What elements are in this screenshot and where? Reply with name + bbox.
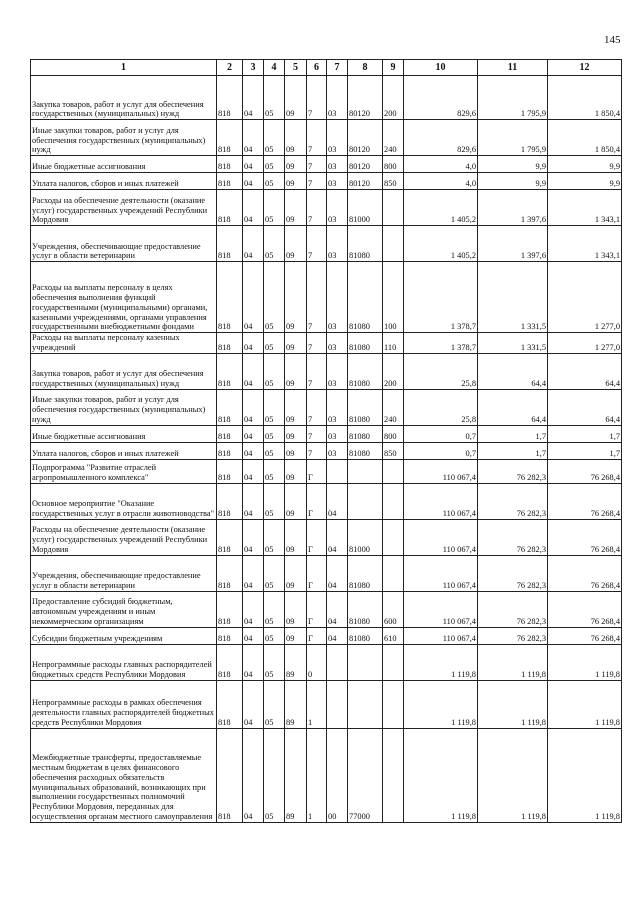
cell-subprogram: Г	[307, 483, 327, 519]
table-row	[31, 389, 622, 425]
column-header: 9	[383, 60, 404, 76]
cell-grbs: 818	[217, 728, 243, 822]
cell-amount-year3: 1 119,8	[548, 728, 622, 822]
cell-amount-year2: 76 282,3	[478, 627, 548, 644]
cell-direction	[348, 459, 383, 483]
cell-amount-year1: 1 119,8	[404, 644, 478, 680]
cell-direction: 81080	[348, 333, 383, 354]
cell-program: 89	[285, 680, 307, 728]
cell-amount-year1: 1 378,7	[404, 262, 478, 333]
cell-activity: 04	[327, 519, 348, 555]
cell-activity	[327, 459, 348, 483]
cell-activity: 03	[327, 156, 348, 173]
cell-expense-name: Иные закупки товаров, работ и услуг для обеспечения государственных (муниципальных) нужд	[31, 389, 217, 425]
cell-direction: 81080	[348, 262, 383, 333]
column-header: 1	[31, 60, 217, 76]
cell-program: 09	[285, 333, 307, 354]
cell-section: 04	[243, 156, 264, 173]
cell-amount-year1: 110 067,4	[404, 555, 478, 591]
cell-grbs: 818	[217, 627, 243, 644]
cell-subprogram: Г	[307, 591, 327, 627]
cell-expense-type: 800	[383, 156, 404, 173]
cell-program: 09	[285, 425, 307, 442]
column-header: 4	[264, 60, 285, 76]
cell-expense-type: 600	[383, 591, 404, 627]
cell-subprogram: 7	[307, 156, 327, 173]
cell-expense-type	[383, 226, 404, 262]
cell-direction: 77000	[348, 728, 383, 822]
cell-grbs: 818	[217, 389, 243, 425]
table-row	[31, 120, 622, 156]
cell-expense-type	[383, 728, 404, 822]
cell-grbs: 818	[217, 425, 243, 442]
cell-section: 04	[243, 190, 264, 226]
cell-expense-name: Закупка товаров, работ и услуг для обеспечения государственных (муниципальных) нужд	[31, 353, 217, 389]
cell-subprogram: 7	[307, 173, 327, 190]
cell-amount-year1: 25,8	[404, 353, 478, 389]
table-row	[31, 519, 622, 555]
table-row	[31, 76, 622, 120]
cell-program: 09	[285, 627, 307, 644]
cell-direction: 81000	[348, 190, 383, 226]
table-header-row	[31, 60, 622, 76]
table-body	[31, 76, 622, 823]
cell-activity: 03	[327, 76, 348, 120]
cell-expense-name: Непрограммные расходы в рамках обеспечения деятельности главных распорядителей бюджетных средств Республики Мордовия	[31, 680, 217, 728]
cell-program: 09	[285, 442, 307, 459]
cell-direction: 81080	[348, 425, 383, 442]
cell-section: 04	[243, 644, 264, 680]
cell-expense-name: Подпрограмма "Развитие отраслей агропромышленного комплекса"	[31, 459, 217, 483]
cell-subsection: 05	[264, 459, 285, 483]
cell-activity: 03	[327, 173, 348, 190]
cell-section: 04	[243, 353, 264, 389]
cell-amount-year1: 110 067,4	[404, 519, 478, 555]
cell-expense-name: Непрограммные расходы главных распорядителей бюджетных средств Республики Мордовия	[31, 644, 217, 680]
cell-subsection: 05	[264, 442, 285, 459]
cell-amount-year2: 76 282,3	[478, 459, 548, 483]
cell-direction: 81080	[348, 389, 383, 425]
cell-direction	[348, 483, 383, 519]
cell-expense-name: Закупка товаров, работ и услуг для обеспечения государственных (муниципальных) нужд	[31, 76, 217, 120]
cell-amount-year2: 64,4	[478, 353, 548, 389]
cell-subsection: 05	[264, 728, 285, 822]
cell-activity: 03	[327, 425, 348, 442]
column-header: 10	[404, 60, 478, 76]
cell-activity: 00	[327, 728, 348, 822]
cell-subsection: 05	[264, 389, 285, 425]
cell-program: 09	[285, 353, 307, 389]
cell-amount-year3: 76 268,4	[548, 483, 622, 519]
cell-expense-name: Уплата налогов, сборов и иных платежей	[31, 442, 217, 459]
cell-program: 09	[285, 483, 307, 519]
cell-expense-type	[383, 459, 404, 483]
cell-activity	[327, 644, 348, 680]
cell-grbs: 818	[217, 644, 243, 680]
cell-amount-year2: 1 795,9	[478, 120, 548, 156]
cell-amount-year3: 76 268,4	[548, 555, 622, 591]
table-row	[31, 173, 622, 190]
cell-expense-type: 850	[383, 173, 404, 190]
cell-grbs: 818	[217, 442, 243, 459]
cell-amount-year1: 4,0	[404, 156, 478, 173]
cell-direction: 80120	[348, 156, 383, 173]
cell-subsection: 05	[264, 591, 285, 627]
cell-direction: 81080	[348, 442, 383, 459]
cell-program: 09	[285, 555, 307, 591]
cell-section: 04	[243, 262, 264, 333]
table-row	[31, 156, 622, 173]
cell-amount-year3: 76 268,4	[548, 627, 622, 644]
cell-amount-year2: 1 331,5	[478, 333, 548, 354]
column-header: 8	[348, 60, 383, 76]
cell-expense-name: Уплата налогов, сборов и иных платежей	[31, 173, 217, 190]
cell-activity: 03	[327, 333, 348, 354]
cell-subprogram: 7	[307, 262, 327, 333]
cell-section: 04	[243, 226, 264, 262]
cell-expense-name: Иные бюджетные ассигнования	[31, 425, 217, 442]
cell-subsection: 05	[264, 190, 285, 226]
cell-amount-year1: 110 067,4	[404, 627, 478, 644]
cell-grbs: 818	[217, 591, 243, 627]
cell-section: 04	[243, 333, 264, 354]
table-row	[31, 442, 622, 459]
cell-amount-year1: 25,8	[404, 389, 478, 425]
cell-expense-name: Расходы на обеспечение деятельности (оказание услуг) государственных учреждений Республики Мордовия	[31, 519, 217, 555]
cell-amount-year1: 0,7	[404, 442, 478, 459]
cell-amount-year1: 1 119,8	[404, 680, 478, 728]
cell-section: 04	[243, 728, 264, 822]
table-row	[31, 226, 622, 262]
cell-expense-type: 240	[383, 120, 404, 156]
cell-expense-type	[383, 644, 404, 680]
cell-amount-year3: 1,7	[548, 442, 622, 459]
cell-section: 04	[243, 627, 264, 644]
cell-expense-name: Учреждения, обеспечивающие предоставление услуг в области ветеринарии	[31, 226, 217, 262]
cell-amount-year2: 1 397,6	[478, 226, 548, 262]
cell-amount-year3: 64,4	[548, 353, 622, 389]
cell-section: 04	[243, 442, 264, 459]
cell-grbs: 818	[217, 519, 243, 555]
cell-program: 09	[285, 173, 307, 190]
cell-amount-year1: 1 405,2	[404, 190, 478, 226]
cell-grbs: 818	[217, 156, 243, 173]
cell-expense-type: 850	[383, 442, 404, 459]
cell-subsection: 05	[264, 76, 285, 120]
cell-program: 09	[285, 591, 307, 627]
cell-expense-name: Основное мероприятие "Оказание государственных услуг в отрасли животноводства"	[31, 483, 217, 519]
cell-amount-year2: 1 119,8	[478, 728, 548, 822]
cell-grbs: 818	[217, 680, 243, 728]
cell-amount-year3: 9,9	[548, 156, 622, 173]
cell-subsection: 05	[264, 627, 285, 644]
cell-amount-year2: 9,9	[478, 173, 548, 190]
cell-subsection: 05	[264, 156, 285, 173]
cell-subsection: 05	[264, 483, 285, 519]
cell-section: 04	[243, 120, 264, 156]
cell-amount-year2: 1 119,8	[478, 680, 548, 728]
cell-direction: 81000	[348, 519, 383, 555]
cell-subprogram: Г	[307, 555, 327, 591]
cell-grbs: 818	[217, 120, 243, 156]
cell-amount-year2: 9,9	[478, 156, 548, 173]
cell-section: 04	[243, 591, 264, 627]
cell-activity: 03	[327, 353, 348, 389]
cell-amount-year2: 1 397,6	[478, 190, 548, 226]
cell-activity: 03	[327, 389, 348, 425]
cell-grbs: 818	[217, 555, 243, 591]
cell-section: 04	[243, 680, 264, 728]
cell-section: 04	[243, 483, 264, 519]
cell-program: 09	[285, 190, 307, 226]
budget-table	[30, 59, 622, 823]
cell-amount-year2: 1,7	[478, 425, 548, 442]
cell-program: 09	[285, 519, 307, 555]
cell-direction: 80120	[348, 76, 383, 120]
cell-direction	[348, 680, 383, 728]
column-header: 11	[478, 60, 548, 76]
cell-section: 04	[243, 389, 264, 425]
cell-subsection: 05	[264, 644, 285, 680]
cell-expense-type	[383, 483, 404, 519]
cell-grbs: 818	[217, 483, 243, 519]
cell-direction	[348, 644, 383, 680]
table-row	[31, 555, 622, 591]
cell-amount-year2: 1 795,9	[478, 76, 548, 120]
cell-program: 09	[285, 226, 307, 262]
cell-direction: 81080	[348, 353, 383, 389]
cell-amount-year3: 76 268,4	[548, 519, 622, 555]
cell-activity: 03	[327, 262, 348, 333]
cell-subprogram: 7	[307, 425, 327, 442]
cell-activity: 03	[327, 226, 348, 262]
cell-grbs: 818	[217, 353, 243, 389]
table-row	[31, 459, 622, 483]
cell-subsection: 05	[264, 120, 285, 156]
cell-expense-name: Межбюджетные трансферты, предоставляемые местным бюджетам в целях финансового обеспечения расходных обязательств муниципальных образований, возникающих при выполнении государственных полномочий Республики Мордовия, переданных для осуществления органам местного самоуправления	[31, 728, 217, 822]
cell-grbs: 818	[217, 190, 243, 226]
table-row	[31, 680, 622, 728]
cell-subprogram: Г	[307, 459, 327, 483]
cell-subprogram: 7	[307, 190, 327, 226]
table-row	[31, 425, 622, 442]
cell-expense-type: 800	[383, 425, 404, 442]
cell-amount-year3: 1,7	[548, 425, 622, 442]
cell-expense-name: Предоставление субсидий бюджетным, автономным учреждениям и иным некоммерческим организациям	[31, 591, 217, 627]
cell-direction: 80120	[348, 173, 383, 190]
cell-subsection: 05	[264, 555, 285, 591]
cell-amount-year3: 76 268,4	[548, 591, 622, 627]
cell-direction: 81080	[348, 591, 383, 627]
cell-subprogram: 7	[307, 76, 327, 120]
cell-amount-year3: 1 850,4	[548, 120, 622, 156]
cell-activity: 03	[327, 120, 348, 156]
cell-activity: 04	[327, 591, 348, 627]
cell-grbs: 818	[217, 333, 243, 354]
cell-expense-name: Расходы на выплаты персоналу в целях обеспечения выполнения функций государственными (муниципальными) органами, казенными учреждениями, органами управления государственными внебюджетными фондами	[31, 262, 217, 333]
cell-activity: 03	[327, 442, 348, 459]
cell-expense-type: 610	[383, 627, 404, 644]
cell-expense-name: Расходы на обеспечение деятельности (оказание услуг) государственных учреждений Республики Мордовия	[31, 190, 217, 226]
cell-grbs: 818	[217, 226, 243, 262]
cell-subprogram: 7	[307, 120, 327, 156]
cell-direction: 81080	[348, 627, 383, 644]
cell-expense-type: 110	[383, 333, 404, 354]
cell-amount-year1: 110 067,4	[404, 459, 478, 483]
column-header: 7	[327, 60, 348, 76]
cell-amount-year2: 1 331,5	[478, 262, 548, 333]
cell-amount-year2: 76 282,3	[478, 555, 548, 591]
cell-expense-type	[383, 680, 404, 728]
cell-subsection: 05	[264, 333, 285, 354]
cell-amount-year1: 1 119,8	[404, 728, 478, 822]
cell-subprogram: 7	[307, 226, 327, 262]
cell-amount-year2: 76 282,3	[478, 483, 548, 519]
cell-amount-year3: 1 277,0	[548, 333, 622, 354]
cell-amount-year3: 1 343,1	[548, 226, 622, 262]
cell-activity: 04	[327, 483, 348, 519]
cell-activity	[327, 680, 348, 728]
cell-subsection: 05	[264, 226, 285, 262]
cell-program: 09	[285, 459, 307, 483]
cell-expense-name: Учреждения, обеспечивающие предоставление услуг в области ветеринарии	[31, 555, 217, 591]
table-row	[31, 728, 622, 822]
cell-amount-year2: 1,7	[478, 442, 548, 459]
page-number: 145	[604, 34, 621, 46]
cell-subprogram: 7	[307, 442, 327, 459]
cell-program: 89	[285, 728, 307, 822]
cell-amount-year3: 1 343,1	[548, 190, 622, 226]
cell-amount-year1: 110 067,4	[404, 483, 478, 519]
cell-expense-type	[383, 555, 404, 591]
table-row	[31, 644, 622, 680]
cell-amount-year3: 64,4	[548, 389, 622, 425]
column-header: 3	[243, 60, 264, 76]
cell-expense-type: 200	[383, 353, 404, 389]
cell-amount-year3: 1 119,8	[548, 680, 622, 728]
column-header: 12	[548, 60, 622, 76]
cell-section: 04	[243, 425, 264, 442]
cell-section: 04	[243, 459, 264, 483]
cell-section: 04	[243, 76, 264, 120]
cell-program: 09	[285, 389, 307, 425]
column-header: 6	[307, 60, 327, 76]
cell-subsection: 05	[264, 425, 285, 442]
column-header: 5	[285, 60, 307, 76]
cell-program: 89	[285, 644, 307, 680]
table-row	[31, 591, 622, 627]
cell-amount-year2: 76 282,3	[478, 591, 548, 627]
cell-expense-name: Иные закупки товаров, работ и услуг для обеспечения государственных (муниципальных) нужд	[31, 120, 217, 156]
cell-direction: 80120	[348, 120, 383, 156]
cell-amount-year1: 829,6	[404, 76, 478, 120]
cell-amount-year3: 1 277,0	[548, 262, 622, 333]
table-row	[31, 333, 622, 354]
cell-activity: 04	[327, 627, 348, 644]
cell-amount-year3: 76 268,4	[548, 459, 622, 483]
cell-amount-year2: 76 282,3	[478, 519, 548, 555]
cell-section: 04	[243, 555, 264, 591]
cell-subsection: 05	[264, 353, 285, 389]
cell-expense-type: 100	[383, 262, 404, 333]
cell-amount-year3: 1 850,4	[548, 76, 622, 120]
cell-grbs: 818	[217, 76, 243, 120]
cell-subsection: 05	[264, 262, 285, 333]
cell-amount-year2: 64,4	[478, 389, 548, 425]
cell-amount-year1: 1 405,2	[404, 226, 478, 262]
cell-amount-year1: 110 067,4	[404, 591, 478, 627]
cell-expense-type: 240	[383, 389, 404, 425]
cell-activity: 04	[327, 555, 348, 591]
cell-subprogram: 0	[307, 644, 327, 680]
cell-program: 09	[285, 120, 307, 156]
cell-activity: 03	[327, 190, 348, 226]
table-row	[31, 190, 622, 226]
cell-direction: 81080	[348, 226, 383, 262]
cell-program: 09	[285, 76, 307, 120]
cell-expense-type: 200	[383, 76, 404, 120]
cell-section: 04	[243, 173, 264, 190]
cell-expense-name: Расходы на выплаты персоналу казенных учреждений	[31, 333, 217, 354]
cell-section: 04	[243, 519, 264, 555]
cell-subsection: 05	[264, 519, 285, 555]
cell-subprogram: 1	[307, 728, 327, 822]
cell-subprogram: 7	[307, 333, 327, 354]
cell-amount-year3: 1 119,8	[548, 644, 622, 680]
cell-subsection: 05	[264, 173, 285, 190]
cell-amount-year2: 1 119,8	[478, 644, 548, 680]
cell-program: 09	[285, 156, 307, 173]
table-row	[31, 627, 622, 644]
cell-amount-year1: 1 378,7	[404, 333, 478, 354]
cell-expense-name: Иные бюджетные ассигнования	[31, 156, 217, 173]
cell-subprogram: Г	[307, 627, 327, 644]
cell-program: 09	[285, 262, 307, 333]
cell-subprogram: Г	[307, 519, 327, 555]
cell-amount-year1: 0,7	[404, 425, 478, 442]
table-row	[31, 483, 622, 519]
cell-direction: 81080	[348, 555, 383, 591]
cell-expense-type	[383, 190, 404, 226]
table-row	[31, 353, 622, 389]
cell-amount-year3: 9,9	[548, 173, 622, 190]
cell-subprogram: 1	[307, 680, 327, 728]
column-header: 2	[217, 60, 243, 76]
cell-expense-name: Субсидии бюджетным учреждениям	[31, 627, 217, 644]
cell-amount-year1: 4,0	[404, 173, 478, 190]
cell-grbs: 818	[217, 459, 243, 483]
table-row	[31, 262, 622, 333]
cell-grbs: 818	[217, 173, 243, 190]
cell-subprogram: 7	[307, 353, 327, 389]
cell-amount-year1: 829,6	[404, 120, 478, 156]
cell-expense-type	[383, 519, 404, 555]
cell-subsection: 05	[264, 680, 285, 728]
cell-grbs: 818	[217, 262, 243, 333]
cell-subprogram: 7	[307, 389, 327, 425]
